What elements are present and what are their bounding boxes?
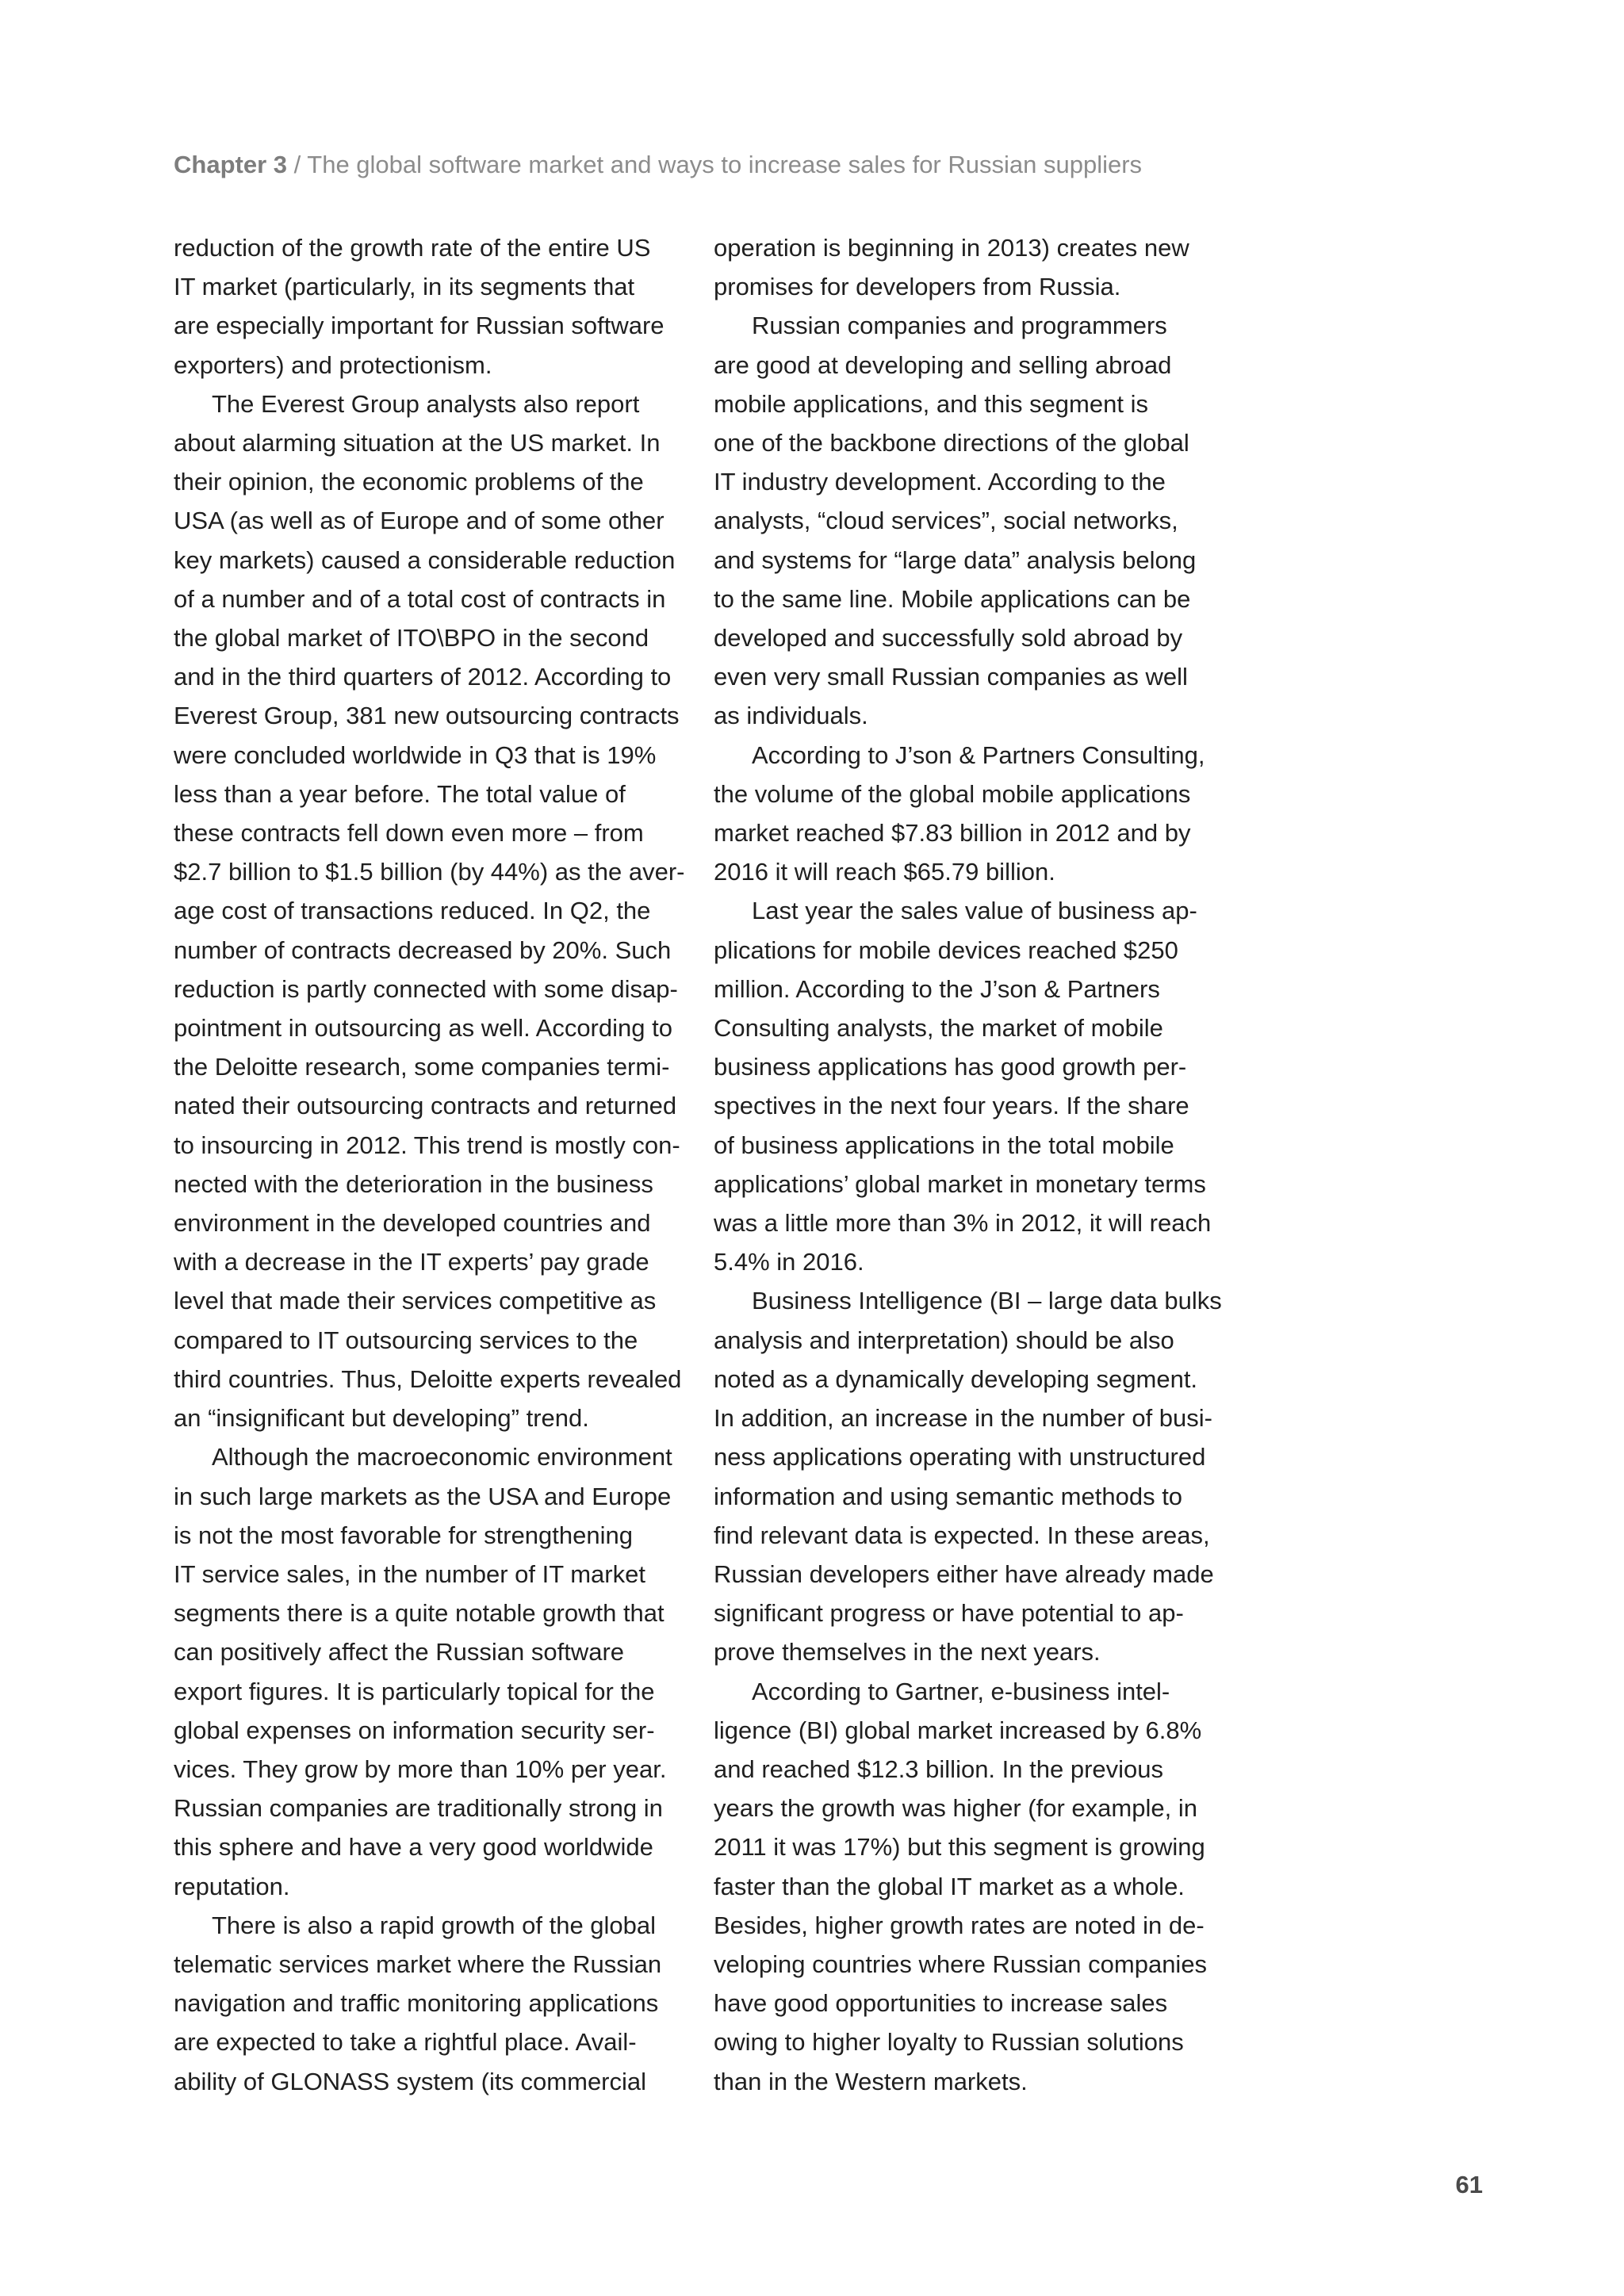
text-line: even very small Russian companies as well: [714, 663, 1188, 691]
text-line: to insourcing in 2012. This trend is mostly con-: [174, 1131, 680, 1159]
text-line: these contracts fell down even more – from: [174, 819, 644, 848]
text-line: and reached $12.3 billion. In the previous: [714, 1755, 1164, 1783]
text-line: $2.7 billion to $1.5 billion (by 44%) as the aver-: [174, 858, 685, 886]
text-line: navigation and traffic monitoring applications: [174, 1989, 659, 2018]
text-line: in such large markets as the USA and Europe: [174, 1482, 672, 1510]
text-line: 2011 it was 17%) but this segment is growing: [714, 1833, 1205, 1862]
text-line: exporters) and protectionism.: [174, 350, 492, 379]
text-line: information and using semantic methods to: [714, 1482, 1183, 1510]
text-line: this sphere and have a very good worldwide: [174, 1833, 653, 1862]
text-line: compared to IT outsourcing services to the: [174, 1326, 638, 1354]
text-line: and systems for “large data” analysis belong: [714, 545, 1197, 574]
text-line: analysis and interpretation) should be also: [714, 1326, 1174, 1354]
text-line: segments there is a quite notable growth that: [174, 1599, 665, 1628]
text-line: age cost of transactions reduced. In Q2, the: [174, 897, 651, 925]
text-line: are good at developing and selling abroad: [714, 350, 1172, 379]
text-line: spectives in the next four years. If the share: [714, 1092, 1189, 1120]
text-line: their opinion, the economic problems of the: [174, 468, 644, 496]
text-line: Russian developers either have already made: [714, 1559, 1214, 1588]
text-line: IT service sales, in the number of IT market: [174, 1559, 645, 1588]
text-line: and in the third quarters of 2012. According to: [174, 663, 672, 691]
text-line: to the same line. Mobile applications can be: [714, 584, 1191, 613]
text-line: Business Intelligence (BI – large data bulks: [752, 1287, 1222, 1315]
right-column: [714, 228, 1221, 2101]
chapter-label: Chapter 3: [174, 151, 287, 178]
text-line: ness applications operating with unstructured: [714, 1443, 1206, 1471]
text-line: The Everest Group analysts also report: [212, 389, 640, 418]
chapter-title: / The global software market and ways to increase sales for Russian suppliers: [286, 151, 1143, 178]
text-line: 5.4% in 2016.: [714, 1248, 864, 1276]
text-line: as individuals.: [714, 702, 868, 730]
text-line: developed and successfully sold abroad by: [714, 624, 1183, 652]
text-line: global expenses on information security ser-: [174, 1716, 655, 1744]
text-line: about alarming situation at the US market. In: [174, 429, 661, 457]
text-line: export figures. It is particularly topical for the: [174, 1677, 655, 1705]
text-line: years the growth was higher (for example, in: [714, 1794, 1197, 1823]
text-line: nected with the deterioration in the business: [174, 1169, 653, 1198]
text-line: are especially important for Russian software: [174, 312, 665, 340]
text-line: an “insignificant but developing” trend.: [174, 1404, 589, 1433]
text-line: level that made their services competitive as: [174, 1287, 657, 1315]
text-line: prove themselves in the next years.: [714, 1638, 1101, 1667]
text-line: analysts, “cloud services”, social networks,: [714, 507, 1178, 535]
text-line: environment in the developed countries and: [174, 1209, 651, 1238]
text-line: one of the backbone directions of the global: [714, 429, 1189, 457]
text-line: significant progress or have potential to ap-: [714, 1599, 1184, 1628]
text-line: Everest Group, 381 new outsourcing contracts: [174, 702, 680, 730]
text-line: reduction of the growth rate of the entire US: [174, 234, 651, 262]
text-line: ability of GLONASS system (its commercial: [174, 2067, 647, 2095]
text-line: According to Gartner, e-business intel-: [752, 1677, 1170, 1705]
text-line: owing to higher loyalty to Russian solutions: [714, 2028, 1184, 2057]
text-line: vices. They grow by more than 10% per year.: [174, 1755, 667, 1783]
text-line: plications for mobile devices reached $250: [714, 936, 1178, 964]
text-line: Russian companies and programmers: [752, 312, 1167, 340]
text-line: Last year the sales value of business ap-: [752, 897, 1197, 925]
text-line: USA (as well as of Europe and of some other: [174, 507, 665, 535]
text-line: the Deloitte research, some companies termi-: [174, 1053, 670, 1081]
text-line: Besides, higher growth rates are noted in de-: [714, 1911, 1205, 1939]
text-line: number of contracts decreased by 20%. Such: [174, 936, 672, 964]
text-line: veloping countries where Russian companies: [714, 1950, 1208, 1978]
text-line: were concluded worldwide in Q3 that is 19%: [174, 740, 657, 769]
text-line: There is also a rapid growth of the global: [212, 1911, 657, 1939]
text-line: promises for developers from Russia.: [714, 273, 1121, 301]
text-line: business applications has good growth per-: [714, 1053, 1187, 1081]
text-line: noted as a dynamically developing segment.: [714, 1364, 1198, 1393]
text-line: applications’ global market in monetary terms: [714, 1169, 1206, 1198]
text-line: faster than the global IT market as a whole.: [714, 1872, 1185, 1900]
text-line: Although the macroeconomic environment: [212, 1443, 672, 1471]
text-line: operation is beginning in 2013) creates new: [714, 234, 1189, 262]
text-line: the global market of ITO\BPO in the second: [174, 624, 649, 652]
text-line: pointment in outsourcing as well. According to: [174, 1014, 672, 1043]
text-line: In addition, an increase in the number of busi-: [714, 1404, 1212, 1433]
text-line: than in the Western markets.: [714, 2067, 1028, 2095]
text-line: find relevant data is expected. In these areas,: [714, 1521, 1210, 1549]
text-line: of a number and of a total cost of contracts in: [174, 584, 666, 613]
text-line: According to J’son & Partners Consulting,: [752, 740, 1205, 769]
text-line: third countries. Thus, Deloitte experts revealed: [174, 1364, 682, 1393]
text-line: million. According to the J’son & Partners: [714, 974, 1160, 1003]
page-number: 61: [1455, 2171, 1483, 2198]
text-line: the volume of the global mobile applications: [714, 779, 1191, 808]
text-line: mobile applications, and this segment is: [714, 389, 1148, 418]
text-line: was a little more than 3% in 2012, it will reach: [714, 1209, 1212, 1238]
text-line: of business applications in the total mobile: [714, 1131, 1174, 1159]
text-line: key markets) caused a considerable reduction: [174, 545, 676, 574]
text-line: ligence (BI) global market increased by 6.8%: [714, 1716, 1202, 1744]
text-line: less than a year before. The total value of: [174, 779, 626, 808]
text-line: IT market (particularly, in its segments that: [174, 273, 635, 301]
text-line: have good opportunities to increase sales: [714, 1989, 1168, 2018]
text-line: nated their outsourcing contracts and returned: [174, 1092, 677, 1120]
text-line: can positively affect the Russian software: [174, 1638, 625, 1667]
text-line: reputation.: [174, 1872, 290, 1900]
text-line: market reached $7.83 billion in 2012 and by: [714, 819, 1191, 848]
text-line: telematic services market where the Russian: [174, 1950, 662, 1978]
text-line: with a decrease in the IT experts’ pay grade: [174, 1248, 649, 1276]
left-column: [174, 228, 685, 2101]
text-line: are expected to take a rightful place. Avail-: [174, 2028, 637, 2057]
running-header: [174, 147, 1142, 182]
text-line: Consulting analysts, the market of mobile: [714, 1014, 1163, 1043]
text-line: IT industry development. According to the: [714, 468, 1166, 496]
text-line: Russian companies are traditionally strong in: [174, 1794, 663, 1823]
text-line: reduction is partly connected with some disap-: [174, 974, 678, 1003]
text-line: 2016 it will reach $65.79 billion.: [714, 858, 1055, 886]
text-line: is not the most favorable for strengthening: [174, 1521, 633, 1549]
